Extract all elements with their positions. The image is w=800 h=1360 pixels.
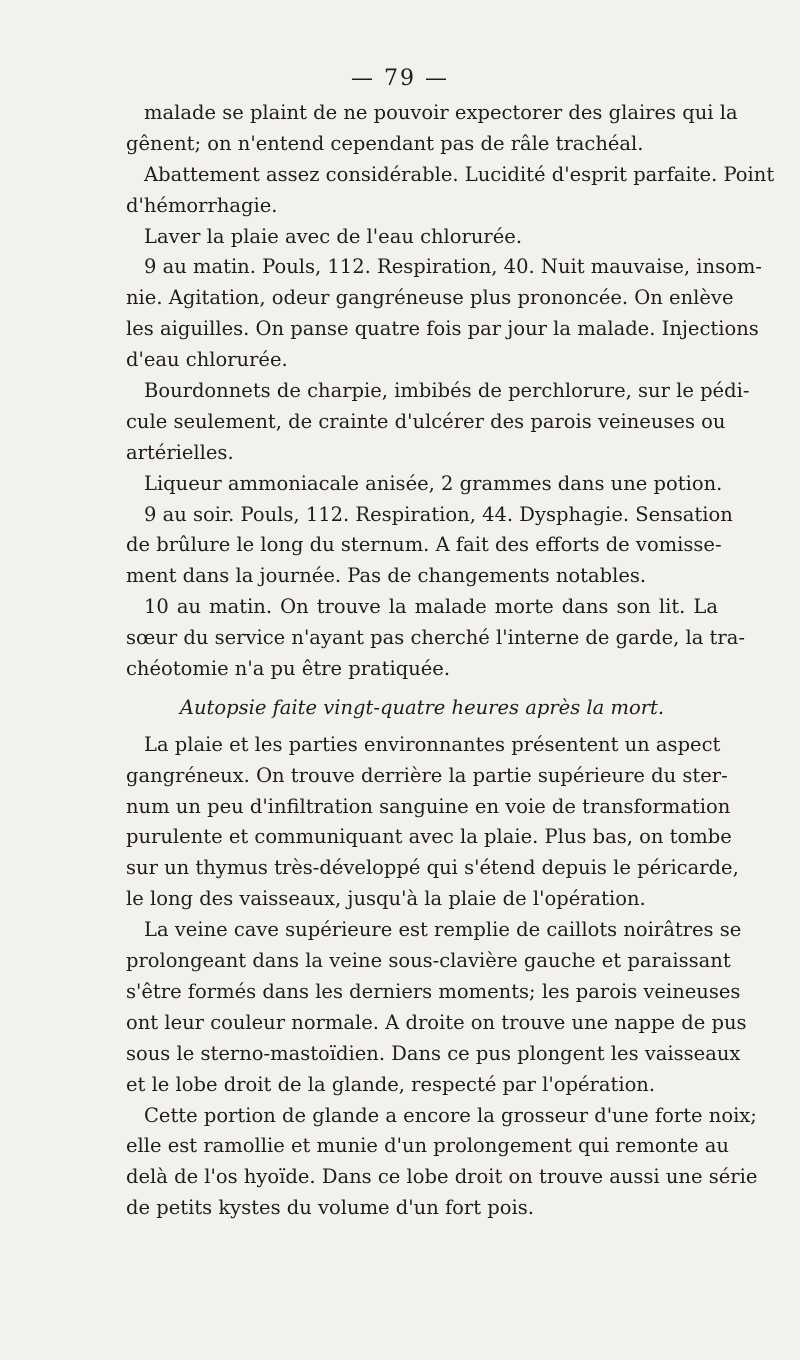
text-line: de petits kystes du volume d'un fort pois.: [126, 1196, 534, 1220]
paragraph: [126, 592, 745, 685]
text-line: ont leur couleur normale. A droite on trouve une nappe de pus: [126, 1010, 747, 1034]
text-line: 10 au matin. On trouve la malade morte dans son lit. La: [144, 595, 718, 619]
text-line: les aiguilles. On panse quatre fois par jour la malade. Injections: [126, 317, 759, 341]
text-line: de brûlure le long du sternum. A fait des efforts de vomisse-: [126, 533, 722, 557]
text-line: d'eau chlorurée.: [126, 348, 288, 372]
paragraph: [126, 730, 739, 915]
text-line: La plaie et les parties environnantes présentent un aspect: [144, 732, 721, 756]
paragraph: [126, 469, 723, 500]
text-line: chéotomie n'a pu être pratiquée.: [126, 657, 451, 681]
text-line: delà de l'os hyoïde. Dans ce lobe droit on trouve aussi une série: [126, 1165, 758, 1189]
text-line: gangréneux. On trouve derrière la partie supérieure du ster-: [126, 763, 728, 787]
text-line: s'être formés dans les derniers moments; les parois veineuses: [126, 979, 741, 1003]
paragraph: [126, 376, 750, 469]
text-line: malade se plaint de ne pouvoir expectorer des glaires qui la: [144, 101, 738, 124]
paragraph: [126, 500, 733, 593]
text-line: nie. Agitation, odeur gangréneuse plus prononcée. On enlève: [126, 286, 734, 310]
paragraph: [126, 1101, 758, 1225]
text-line: 9 au soir. Pouls, 112. Respiration, 44. Dysphagie. Sensation: [144, 502, 733, 526]
text-line: le long des vaisseaux, jusqu'à la plaie de l'opération.: [126, 887, 646, 911]
text-line: sous le sterno-mastoïdien. Dans ce pus plongent les vaisseaux: [126, 1041, 741, 1065]
text-line: elle est ramollie et munie d'un prolongement qui remonte au: [126, 1134, 729, 1158]
text-line: artérielles.: [126, 440, 234, 464]
text-line: cule seulement, de crainte d'ulcérer des parois veineuses ou: [126, 409, 726, 433]
paragraph: [126, 160, 775, 222]
body-text: [126, 98, 775, 1224]
text-line: Bourdonnets de charpie, imbibés de perchlorure, sur le pédi-: [144, 379, 750, 403]
text-line: gênent; on n'entend cependant pas de râle trachéal.: [126, 131, 644, 155]
text-line: sœur du service n'ayant pas cherché l'interne de garde, la tra-: [126, 626, 745, 650]
text-line: Laver la plaie avec de l'eau chlorurée.: [144, 224, 523, 248]
text-line: Abattement assez considérable. Lucidité d'esprit parfaite. Point: [144, 162, 775, 186]
text-line: purulente et communiquant avec la plaie. Plus bas, on tombe: [126, 825, 732, 849]
text-line: prolongeant dans la veine sous-clavière gauche et paraissant: [126, 949, 731, 973]
paragraph: [126, 252, 762, 376]
text-line: sur un thymus très-développé qui s'étend depuis le péricarde,: [126, 856, 739, 880]
text-line: Cette portion de glande a encore la grosseur d'une forte noix;: [144, 1103, 757, 1127]
paragraph: [126, 915, 747, 1100]
paragraph: [126, 98, 738, 160]
section-heading: Autopsie faite vingt-quatre heures après la mort.: [179, 695, 665, 719]
text-line: ment dans la journée. Pas de changements notables.: [126, 564, 647, 588]
text-line: Liqueur ammoniacale anisée, 2 grammes dans une potion.: [144, 471, 723, 495]
page-number: — 79 —: [351, 66, 449, 91]
text-line: d'hémorrhagie.: [126, 193, 278, 217]
text-line: num un peu d'infiltration sanguine en voie de transformation: [126, 794, 731, 818]
text-line: La veine cave supérieure est remplie de caillots noirâtres se: [144, 918, 742, 942]
text-line: et le lobe droit de la glande, respecté par l'opération.: [126, 1072, 656, 1096]
paragraph: [126, 222, 718, 253]
text-line: 9 au matin. Pouls, 112. Respiration, 40. Nuit mauvaise, insom-: [144, 255, 762, 279]
